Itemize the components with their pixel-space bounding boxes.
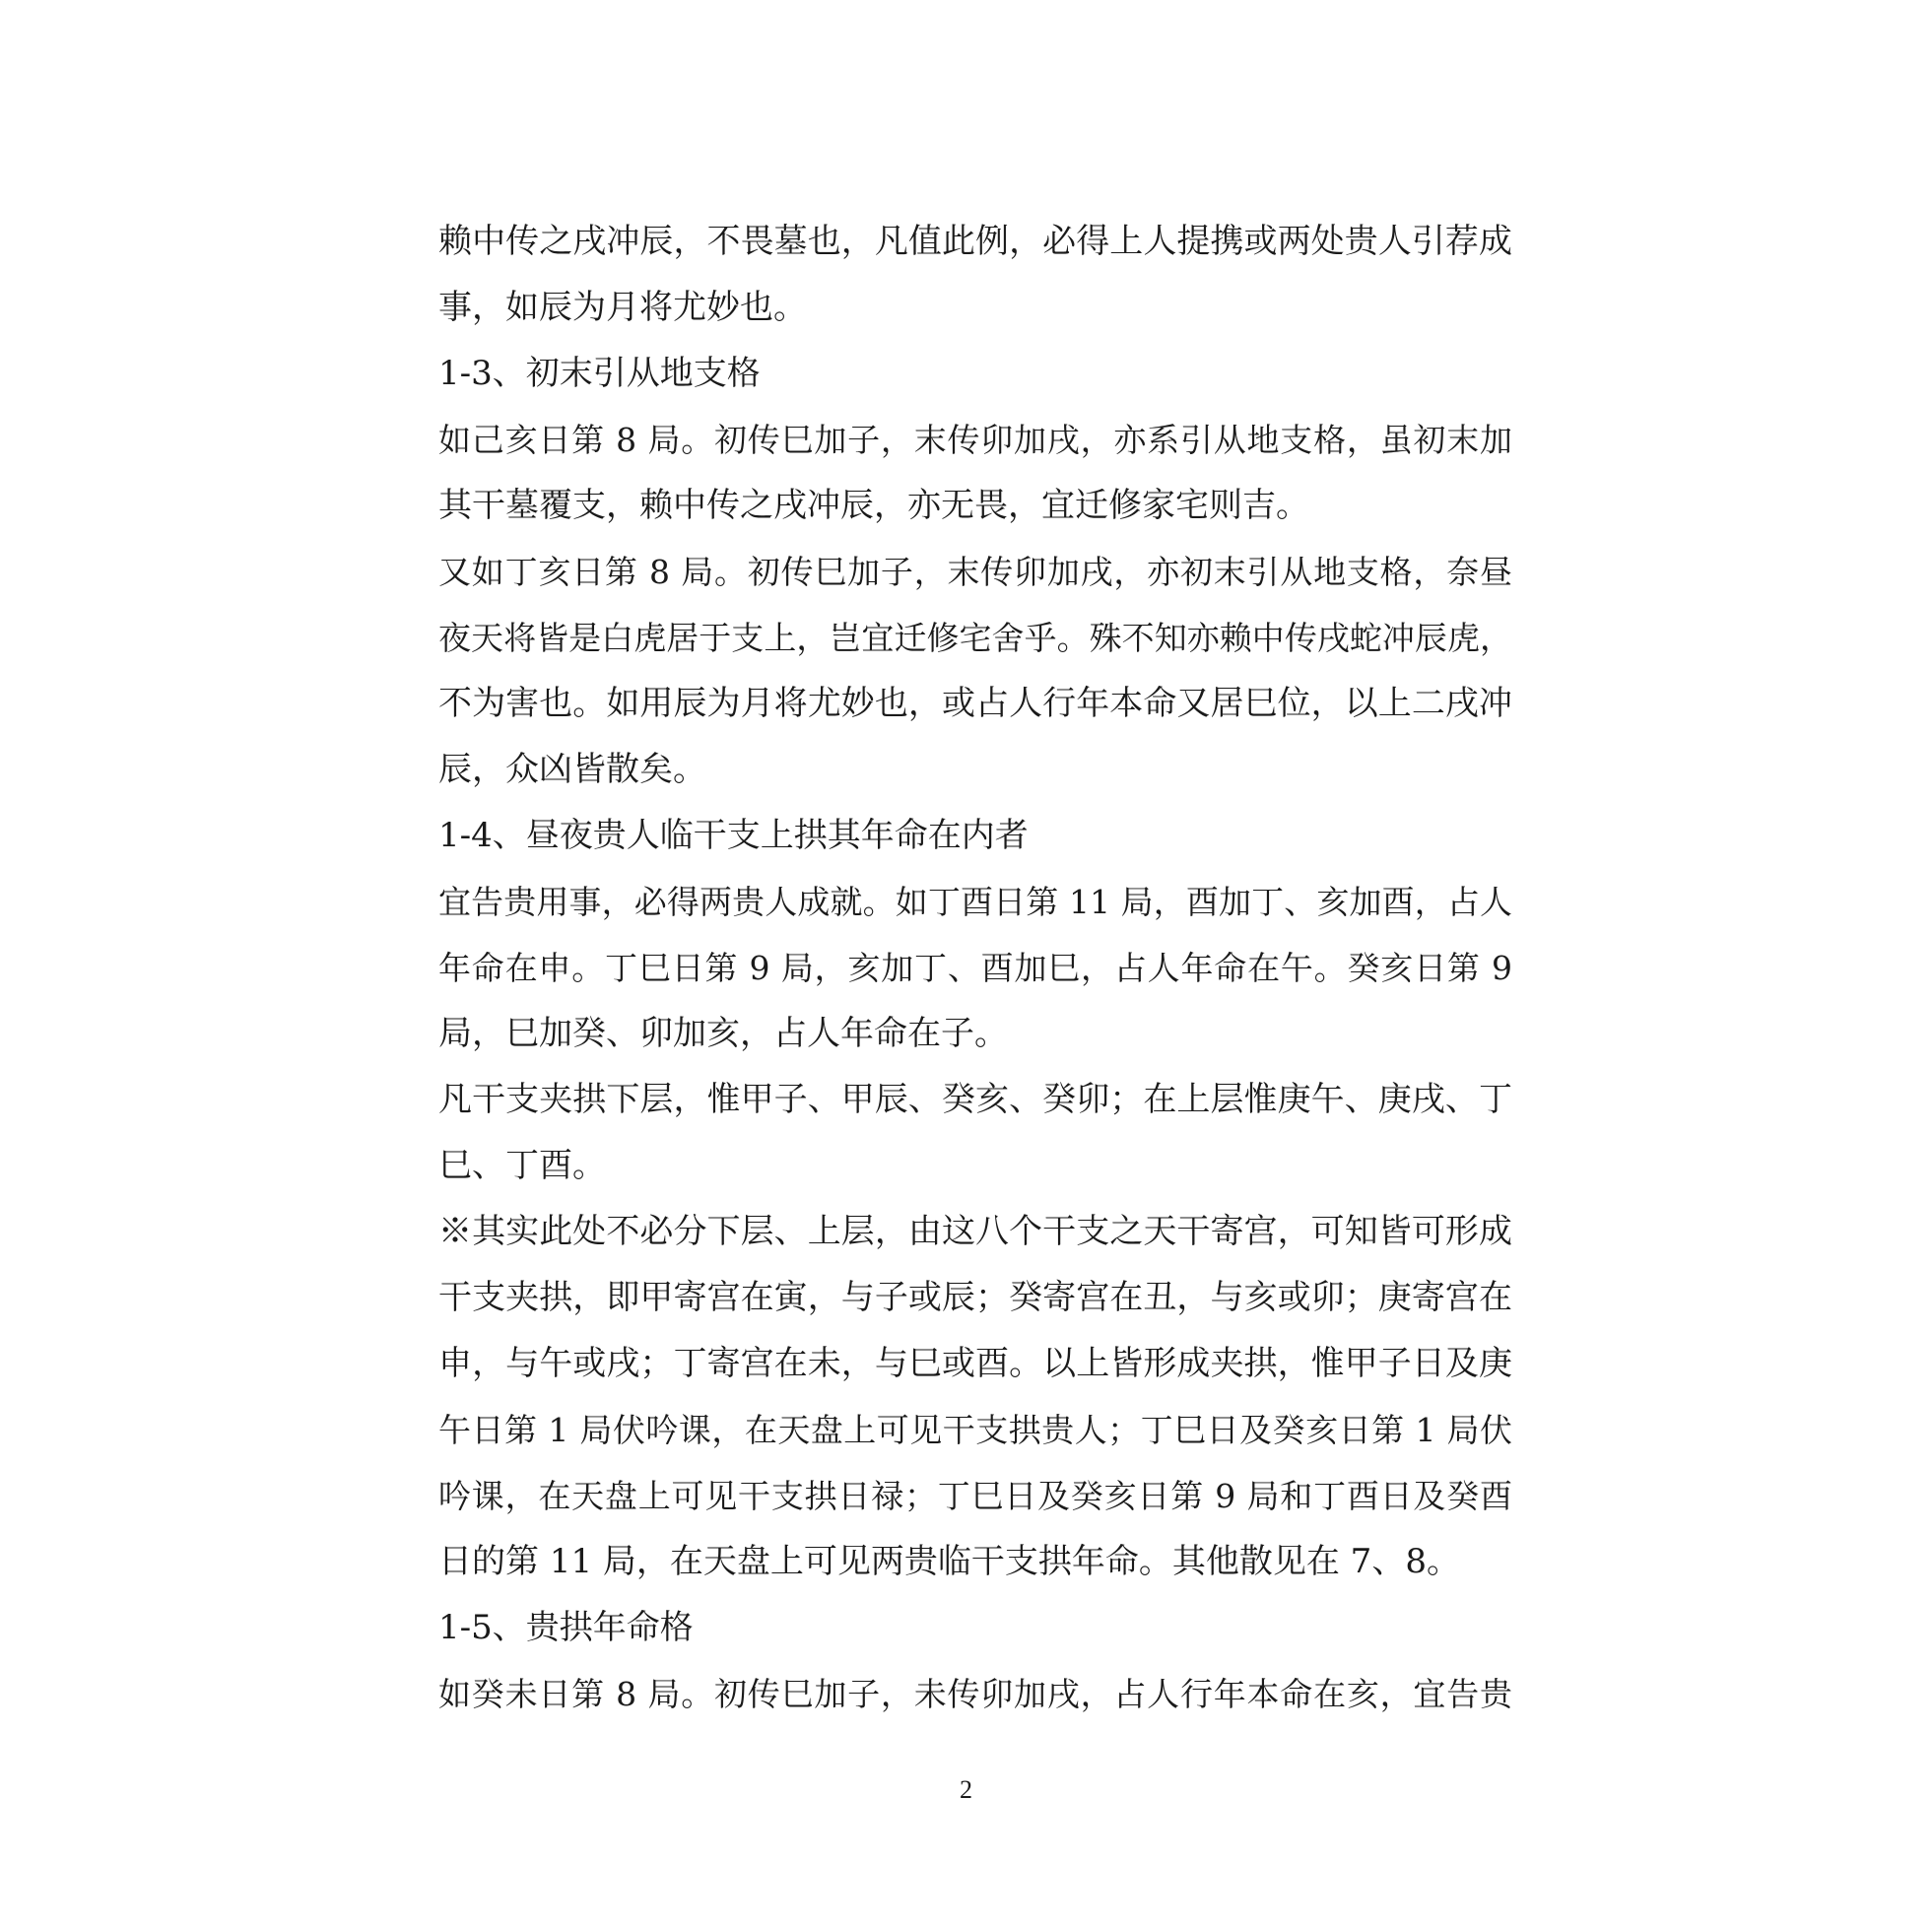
text-line: 事，如辰为月将尤妙也。 — [438, 288, 807, 327]
document-body — [438, 209, 1512, 1727]
text-line: 1-3、初末引从地支格 — [438, 354, 761, 393]
text-line: 1-5、贵拱年命格 — [438, 1608, 694, 1647]
text-line: 巳、丁酉。 — [438, 1146, 606, 1185]
text-line: 不为害也。如用辰为月将尤妙也，或占人行年本命又居巳位，以上二戌冲 — [438, 684, 1512, 723]
text-line: 年命在申。丁巳日第 9 局，亥加丁、酉加巳，占人年命在午。癸亥日第 9 — [438, 949, 1512, 987]
text-line: 又如丁亥日第 8 局。初传巳加子，末传卯加戌，亦初末引从地支格，奈昼 — [438, 553, 1512, 591]
text-line: 干支夹拱，即甲寄宫在寅，与子或辰；癸寄宫在丑，与亥或卯；庚寄宫在 — [438, 1278, 1512, 1317]
text-line: 其干墓覆支，赖中传之戌冲辰，亦无畏，宜迁修家宅则吉。 — [438, 486, 1309, 525]
text-line: 吟课，在天盘上可见干支拱日禄；丁巳日及癸亥日第 9 局和丁酉日及癸酉 — [438, 1477, 1512, 1515]
text-line: 1-4、昼夜贵人临干支上拱其年命在内者 — [438, 816, 1029, 855]
text-line: 局，巳加癸、卯加亥，占人年命在子。 — [438, 1014, 1008, 1053]
text-line: 宜告贵用事，必得两贵人成就。如丁酉日第 11 局，酉加丁、亥加酉，占人 — [438, 883, 1512, 921]
text-line: 辰，众凶皆散矣。 — [438, 750, 706, 789]
text-line: ※其实此处不必分下层、上层，由这八个干支之天干寄宫，可知皆可形成 — [438, 1212, 1512, 1251]
text-line: 夜天将皆是白虎居于支上，岂宜迁修宅舍乎。殊不知亦赖中传戌蛇冲辰虎， — [438, 619, 1512, 657]
text-line: 如癸未日第 8 局。初传巳加子，未传卯加戌，占人行年本命在亥，宜告贵 — [438, 1675, 1512, 1713]
text-line: 如己亥日第 8 局。初传巳加子，末传卯加戌，亦系引从地支格，虽初末加 — [438, 421, 1512, 459]
text-line: 凡干支夹拱下层，惟甲子、甲辰、癸亥、癸卯；在上层惟庚午、庚戌、丁 — [438, 1080, 1512, 1119]
text-line: 申，与午或戌；丁寄宫在未，与巳或酉。以上皆形成夹拱，惟甲子日及庚 — [438, 1344, 1512, 1383]
text-line: 赖中传之戌冲辰，不畏墓也，凡值此例，必得上人提携或两处贵人引荐成 — [438, 222, 1512, 261]
page-number: 2 — [960, 1775, 972, 1804]
text-line: 午日第 1 局伏吟课，在天盘上可见干支拱贵人；丁巳日及癸亥日第 1 局伏 — [438, 1411, 1512, 1449]
text-line: 日的第 11 局，在天盘上可见两贵临干支拱年命。其他散见在 7、8。 — [438, 1542, 1460, 1581]
